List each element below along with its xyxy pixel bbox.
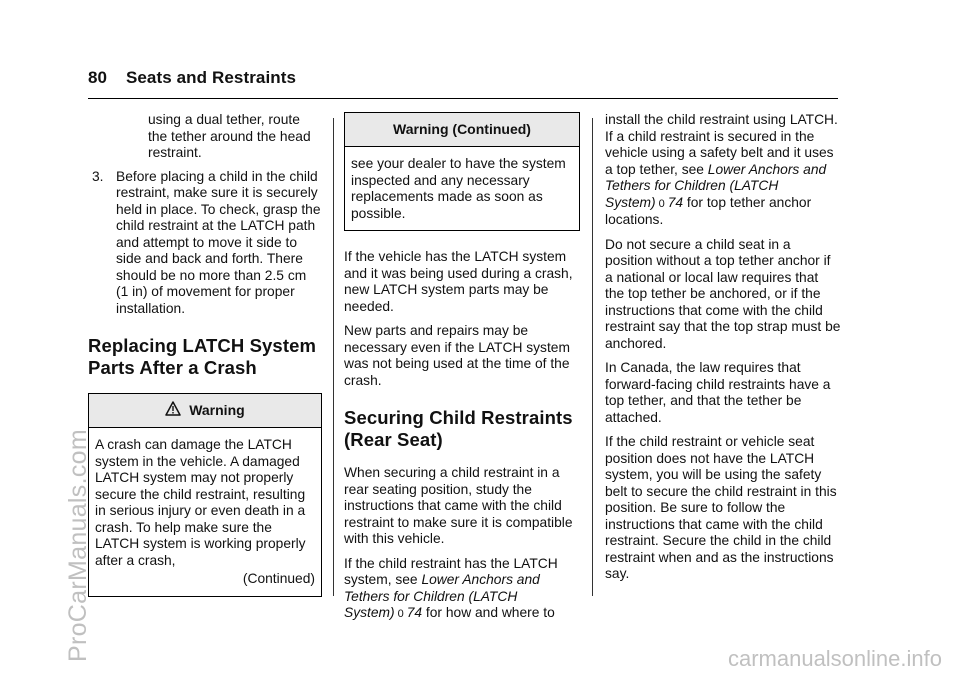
text: for top tether anchor locations. (605, 194, 812, 227)
text: If the child restraint has the LATCH system, see (344, 555, 558, 587)
page-header (88, 68, 838, 88)
watermark-bottom: carmanualsonline.info (727, 646, 942, 671)
column-1 (88, 112, 322, 597)
paragraph (344, 556, 580, 623)
cross-reference-link[interactable]: Lower Anchors and Tethers for Children (LATCH System) (605, 161, 827, 210)
paragraph: If the vehicle has the LATCH system and it was being used during a crash, new LATCH system parts may be needed. (344, 249, 573, 314)
header-rule (88, 98, 838, 99)
page-reference-icon: 0 (397, 608, 404, 620)
warning-title-bar (89, 394, 321, 428)
cross-reference-link[interactable]: Lower Anchors and Tethers for Children (LATCH System) (344, 572, 540, 620)
page-number: 80 (88, 68, 108, 87)
paragraph: Do not secure a child seat in a position without a top tether anchor if a national or local law requires that the top tether be anchored, or if the instructions that come with the child restraint say that the top strap must be anchored. (605, 236, 841, 351)
section-title: Seats and Restraints (125, 68, 297, 87)
warning-box-continued (344, 112, 580, 231)
warning-text: A crash can damage the LATCH system in the vehicle. A damaged LATCH system may not properly secure the child restraint, resulting in serious injury or even death in a crash. To help make sure the LATCH system is working properly after a crash, (95, 437, 306, 568)
column-divider (592, 118, 593, 596)
section-heading-securing-child-restraints: Securing Child Restraints (Rear Seat) (344, 407, 573, 450)
paragraph: If the child restraint or vehicle seat position does not have the LATCH system, you will be using the safety belt to secure the child restraint in this position. Be sure to follow the instructions that came with the child restraint. Secure the child in the child restraint when and as the instructions say. (605, 434, 837, 581)
list-text: Before placing a child in the child restraint, make sure it is securely held in place. To check, grasp the child restraint at the LATCH path and attempt to move it side to side and back and forth. There should be no more than 2.5 cm (1 in) of movement for proper installation. (116, 168, 321, 316)
warning-triangle-icon (165, 395, 181, 428)
page-reference-number[interactable]: 74 (667, 194, 684, 210)
section-heading-replacing-latch: Replacing LATCH System Parts After a Crash (88, 335, 317, 378)
warning-body (89, 428, 321, 596)
list-item-step-3 (88, 169, 322, 318)
warning-box (88, 393, 322, 597)
paragraph: When securing a child restraint in a rear seating position, study the instructions that came with the child restraint to make sure it is compatible with this vehicle. (344, 465, 573, 546)
warning-text: see your dealer to have the system inspected and any necessary replacements made as soon as possible. (351, 156, 566, 221)
warning-body (345, 147, 579, 230)
column-2 (344, 112, 580, 631)
column-3 (605, 112, 841, 591)
watermark-side: ProCarManuals.com (64, 429, 92, 662)
text: for how and where to (422, 605, 555, 620)
warning-title-bar: Warning (Continued) (345, 113, 579, 147)
paragraph (605, 112, 841, 229)
list-number: 3. (92, 168, 104, 184)
continued-label: (Continued) (242, 571, 315, 586)
warning-title: Warning (189, 402, 245, 418)
continued-list-text: using a dual tether, route the tether around the head restraint. (148, 112, 311, 160)
page-reference-icon: 0 (658, 197, 665, 210)
paragraph: New parts and repairs may be necessary even if the LATCH system was not being used at the time of the crash. (344, 323, 570, 388)
page-reference-number[interactable]: 74 (406, 605, 423, 620)
column-divider (333, 118, 334, 596)
text: install the child restraint using LATCH. If a child restraint is secured in the vehicle using a safety belt and it uses a top tether, see (605, 112, 838, 177)
paragraph: In Canada, the law requires that forward-facing child restraints have a top tether, and that the tether be attached. (605, 360, 831, 425)
